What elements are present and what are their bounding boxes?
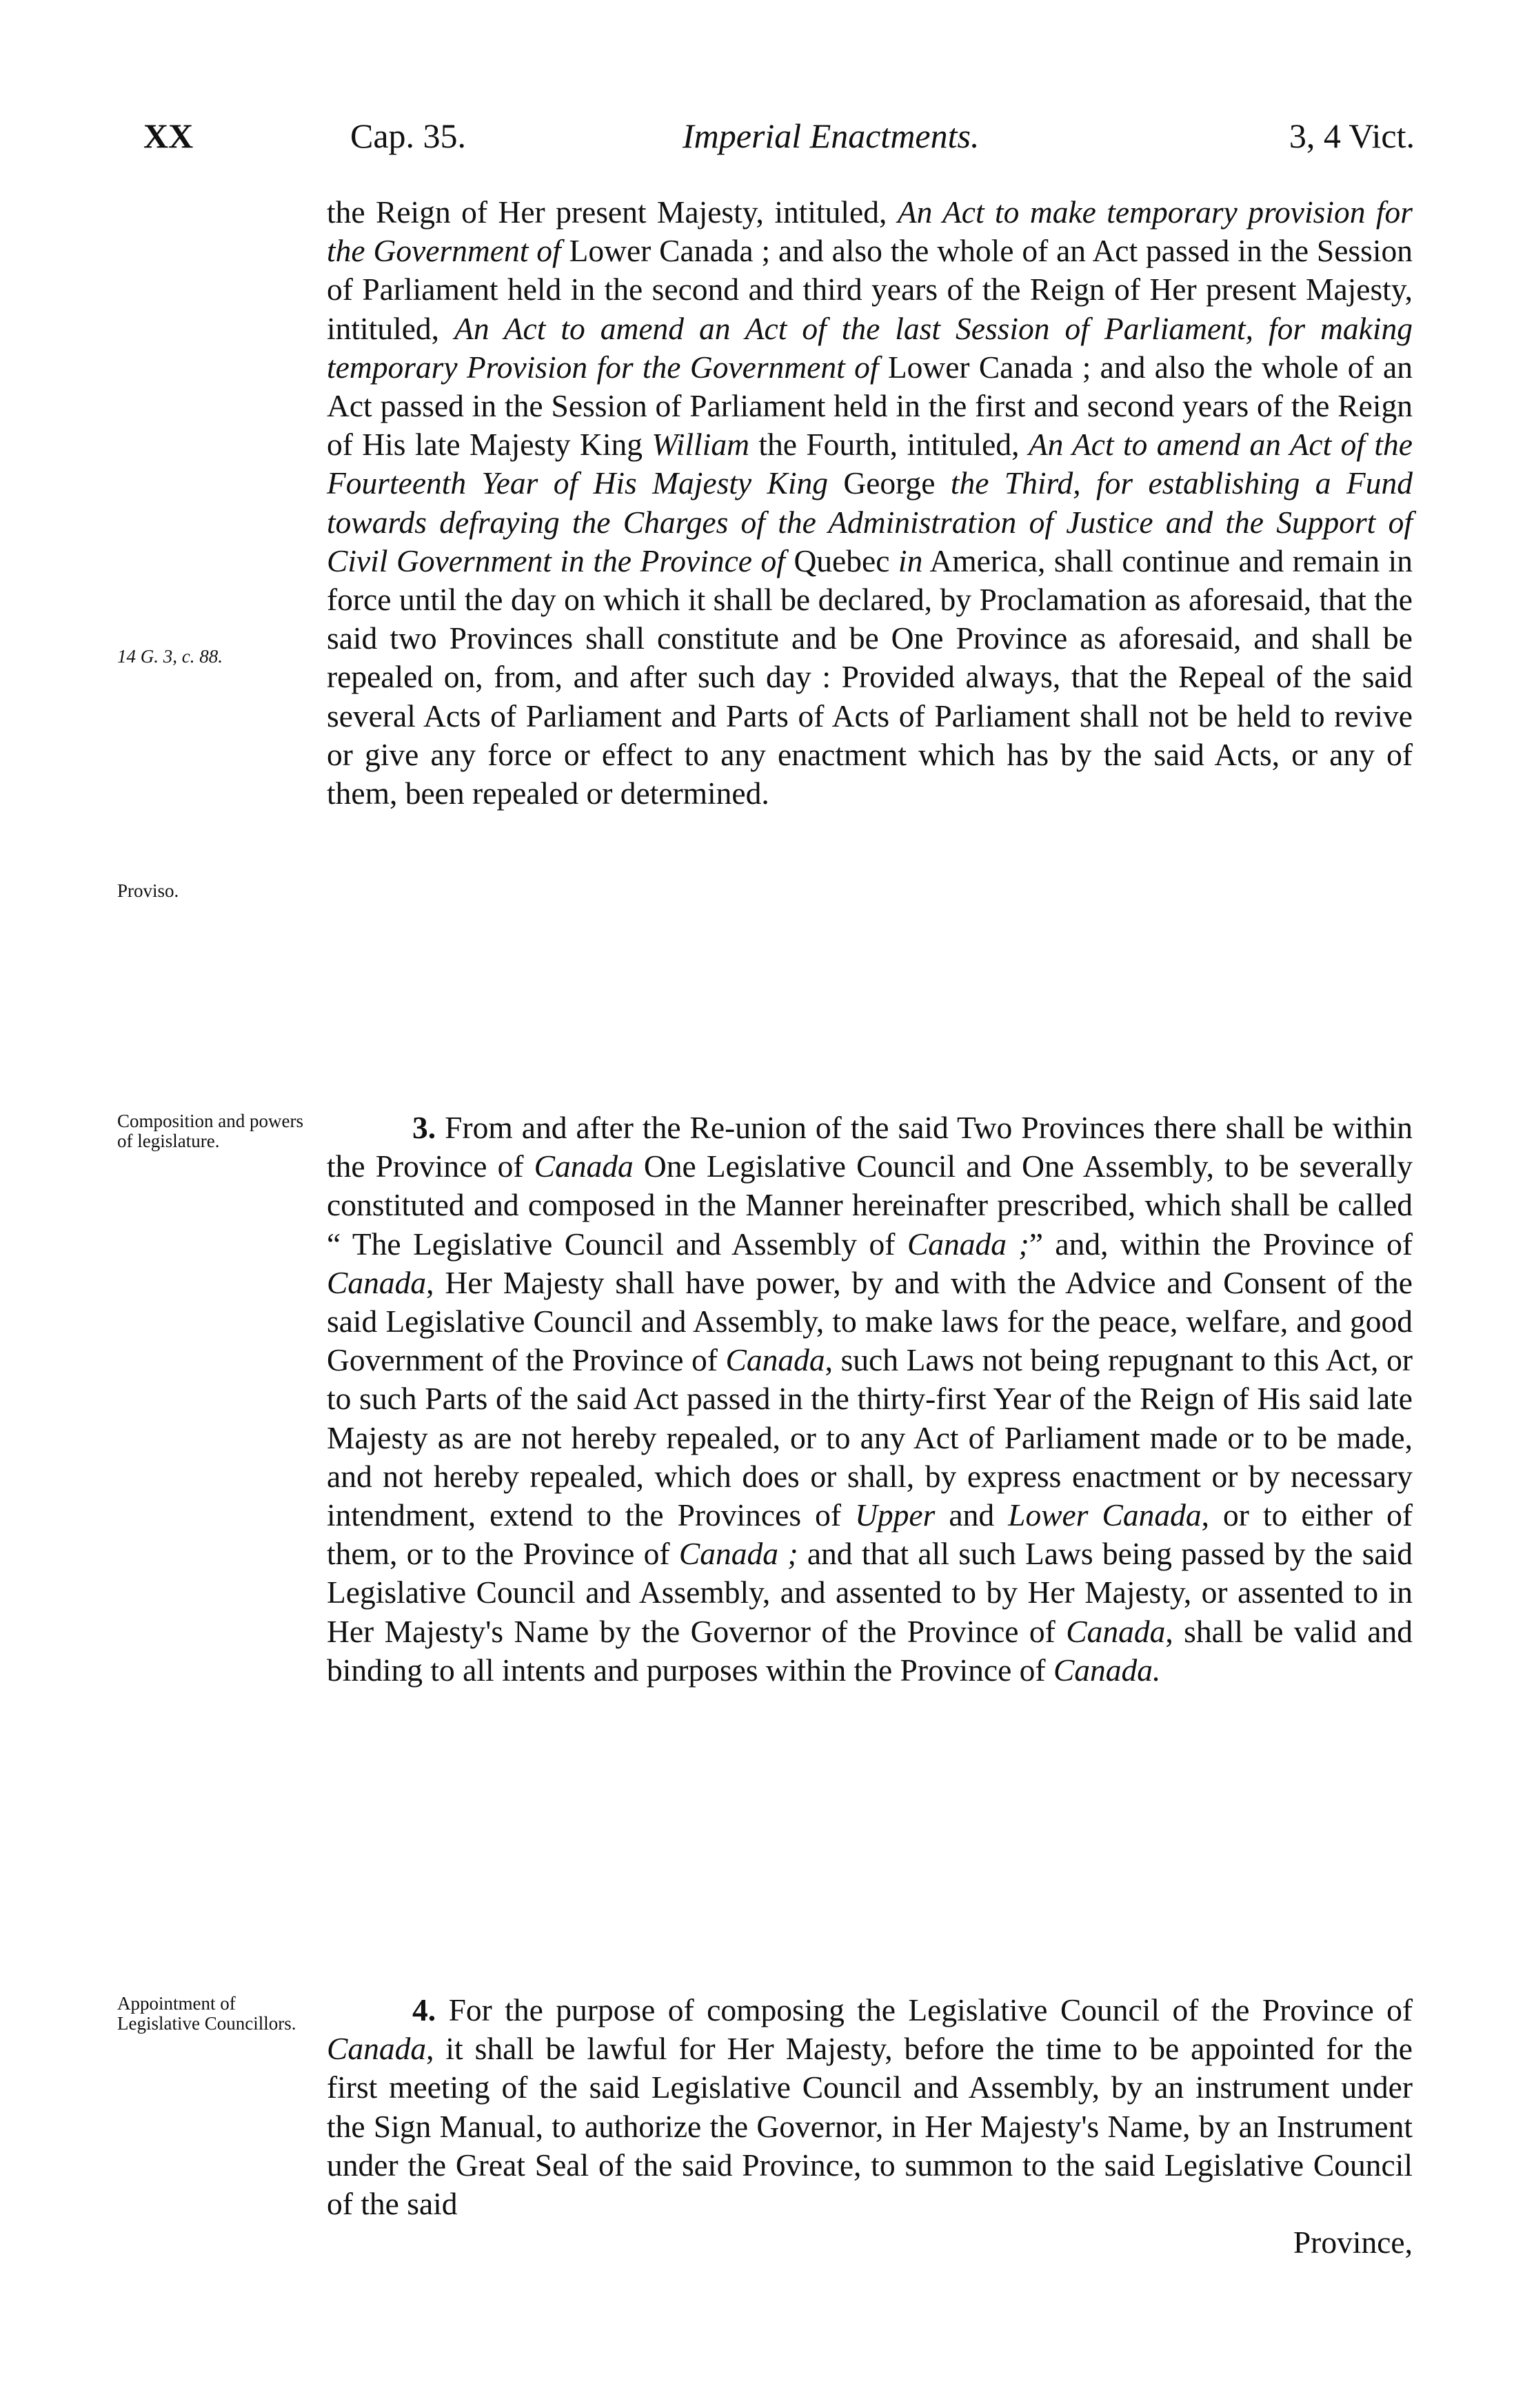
text-run: From and after the Re-union of the said Two Provinces there shall be within the Province of [327, 1110, 1413, 1184]
text-run: , it shall be lawful for Her Majesty, before the time to be appointed for the first meeting of the said Legislative Council and Assembly, by an instrument under the Sign Manual, to authorize the Governor, in Her Majesty's Name, by an Instrument under the Great Seal of the said Province, to summon to the said Legislative Council of the said [327, 2031, 1413, 2222]
margin-note-appointment: Appointment of Legislative Councillors. [117, 1993, 296, 2034]
text-run: the Fourth, intituled, [749, 427, 1029, 463]
text-run: , shall be valid and binding to all intents and purposes within the Province of [327, 1613, 1413, 1688]
margin-note-reference: 14 G. 3, c. 88. [117, 646, 223, 667]
section-4-text [327, 1991, 1413, 2223]
text-run: America, shall continue and remain in force until the day on which it shall be declared, by Proclamation as aforesaid, that the said two Provinces shall constitute and be One Province as aforesaid, and shall be repealed on, from, and after such day : Provided always, that the Repeal of the said several Acts of Parliament and Parts of Acts of Parliament shall not be held to revive or give any force or effect to any enactment which has by the said Acts, or any of them, been repealed or determined. [327, 543, 1413, 811]
text-run: Lower Canada ; and also the whole of an Act passed in the Session of Parliament held in the second and third years of the Reign of Her present Majesty, intituled, [327, 233, 1413, 346]
italic-run: William [652, 427, 749, 463]
text-run: George [827, 465, 951, 501]
italic-run: Upper [855, 1497, 936, 1533]
italic-run: Lower Canada [1008, 1497, 1202, 1533]
italic-run: in [898, 543, 923, 578]
italic-run: An Act to make temporary provision for the Government of [327, 194, 1413, 269]
text-run: , Her Majesty shall have power, by and with the Advice and Consent of the said Legislative Council and Assembly, to make laws for the peace, welfare, and good Government of the Province of [327, 1264, 1413, 1378]
section-3-body [327, 1110, 1413, 1688]
text-run: , or to either of them, or to the Province of [327, 1497, 1413, 1572]
text-run: ” and, within the Province of [1029, 1226, 1413, 1262]
section-4 [327, 1991, 1413, 2262]
text-run: For the purpose of composing the Legislative Council of the Province of [436, 1992, 1413, 2027]
italic-run: Canada [534, 1149, 634, 1184]
page-number: XX [143, 117, 194, 155]
text-run: , such Laws not being repugnant to this Act, or to such Parts of the said Act passed in the thirty-first Year of the Reign of His said late Majesty as are not hereby repealed, or to any Act of Parliament made or to be made, and not hereby repealed, which does or shall, by express enactment or by necessary intendment, extend to the Provinces of [327, 1342, 1413, 1533]
italic-run: Canada ; [907, 1226, 1029, 1262]
catchword: Province, [1293, 2225, 1413, 2260]
italic-run: Canada ; [678, 1536, 798, 1572]
section-3-number: 3. [412, 1110, 436, 1145]
text-run: the Reign of Her present Majesty, intituled, [327, 194, 898, 230]
italic-run: Canada [725, 1342, 825, 1378]
italic-run: Canada [1066, 1613, 1166, 1649]
italic-run: Canada [327, 1264, 427, 1300]
italic-run: An Act to amend an Act of the Fourteenth Year of His Majesty King [327, 427, 1413, 501]
chapter-label: Cap. 35. [350, 117, 467, 155]
section-3-text [327, 1109, 1413, 1690]
paragraph-text [327, 193, 1413, 813]
text-run: One Legislative Council and One Assembly, to be severally constituted and composed in the Manner hereinafter prescribed, which shall be called “ The Legislative Council and Assembly of [327, 1149, 1413, 1262]
running-header [117, 116, 1415, 164]
italic-run: the Third, for establishing a Fund towards defraying the Charges of the Administration of Justice and the Support of Civil Government in the Province of [327, 465, 1413, 578]
text-run: and that all such Laws being passed by the said Legislative Council and Assembly, and assented to by Her Majesty, or assented to in Her Majesty's Name by the Governor of the Province of [327, 1536, 1413, 1649]
text-run: and [935, 1497, 1009, 1533]
italic-run: Canada [327, 2031, 427, 2067]
continued-paragraph [327, 193, 1413, 813]
margin-note-proviso: Proviso. [117, 880, 179, 901]
text-run: Quebec [785, 543, 898, 578]
italic-run: Canada. [1053, 1652, 1161, 1688]
running-title: Imperial Enactments. [683, 117, 980, 155]
section-4-number: 4. [412, 1992, 436, 2027]
text-run: Lower Canada ; and also the whole of an Act passed in the Session of Parliament held in the first and second years of the Reign of His late Majesty King [327, 349, 1413, 463]
section-3 [327, 1109, 1413, 1690]
margin-note-composition: Composition and powers of legislature. [117, 1111, 303, 1151]
italic-run: An Act to amend an Act of the last Session of Parliament, for making temporary Provision for the Government of [327, 310, 1413, 385]
regnal-year: 3, 4 Vict. [1289, 117, 1415, 155]
section-4-body [327, 1992, 1413, 2221]
